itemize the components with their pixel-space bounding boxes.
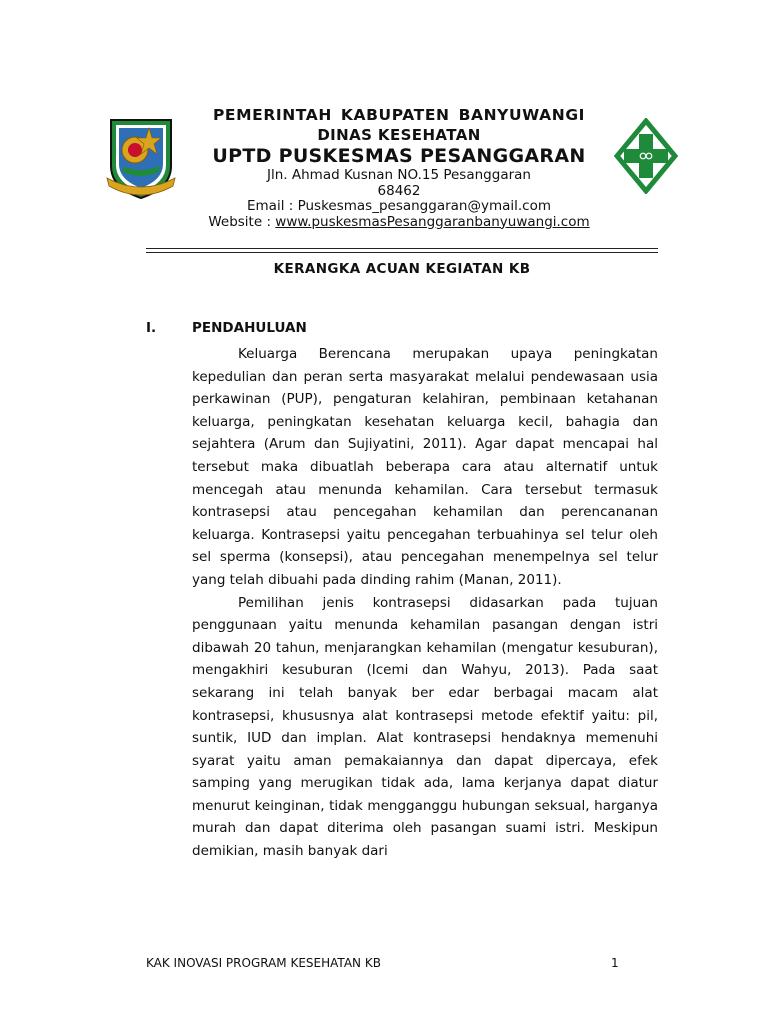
section-heading: PENDAHULUAN xyxy=(192,320,307,336)
letterhead xyxy=(160,104,638,230)
paragraph: Pemilihan jenis kontrasepsi didasarkan pada tujuan penggunaan yaitu menunda kehamilan pasangan dengan istri dibawah 20 tahun, menjarangkan kehamilan (mengatur kesuburan), mengakhiri kesuburan (Icemi dan Wahyu, 2013). Pada saat sekarang ini telah banyak ber edar berbagai macam alat kontrasepsi, khususnya alat kontrasepsi metode efektif yaitu: pil, suntik, IUD dan implan. Alat kontrasepsi hendaknya memenuhi syarat yaitu aman pemakaiannya dan dapat dipercaya, efek samping yang merugikan tidak ada, lama kerjanya dapat diatur menurut keinginan, tidak mengganggu hubungan seksual, harganya murah dan dapat diterima oleh pasangan suami istri. Meskipun demikian, masih banyak dari xyxy=(192,594,658,860)
website-label: Website : xyxy=(208,213,276,230)
email: Email : Puskesmas_pesanggaran@ymail.com xyxy=(246,198,552,214)
letterhead-divider xyxy=(146,248,658,249)
section-number: I. xyxy=(146,320,157,336)
address: Jln. Ahmad Kusnan NO.15 Pesanggaran xyxy=(267,167,531,183)
footer-text: KAK INOVASI PROGRAM KESEHATAN KB xyxy=(146,956,381,970)
organization-name: UPTD PUSKESMAS PESANGGARAN xyxy=(212,145,586,167)
page-number: 1 xyxy=(611,956,619,970)
department-name: DINAS KESEHATAN xyxy=(317,126,481,144)
website-link[interactable]: www.puskesmasPesanggaranbanyuwangi.com xyxy=(275,213,590,230)
postal-code: 68462 xyxy=(377,182,421,199)
section-body xyxy=(192,343,658,863)
document-title: KERANGKA ACUAN KEGIATAN KB xyxy=(273,261,531,277)
website xyxy=(160,215,638,231)
letterhead-divider-thin xyxy=(146,252,658,253)
paragraph: Keluarga Berencana merupakan upaya peningkatan kepedulian dan peran serta masyarakat melalui pendewasaan usia perkawinan (PUP), pengaturan kelahiran, pembinaan ketahanan keluarga, peningkatan kesehatan keluarga kecil, bahagia dan sejahtera (Arum dan Sujiyatini, 2011). Agar dapat mencapai hal tersebut maka dibuatlah beberapa cara atau alternatif untuk mencegah atau menunda kehamilan. Cara tersebut termasuk kontrasepsi atau pencegahan kehamilan dan perencananan keluarga. Kontrasepsi yaitu pencegahan terbuahinya sel telur oleh sel sperma (konsepsi), atau pencegahan menempelnya sel telur yang telah dibuahi pada dinding rahim (Manan, 2011). xyxy=(192,346,658,588)
government-name: PEMERINTAH KABUPATEN BANYUWANGI xyxy=(212,106,586,124)
